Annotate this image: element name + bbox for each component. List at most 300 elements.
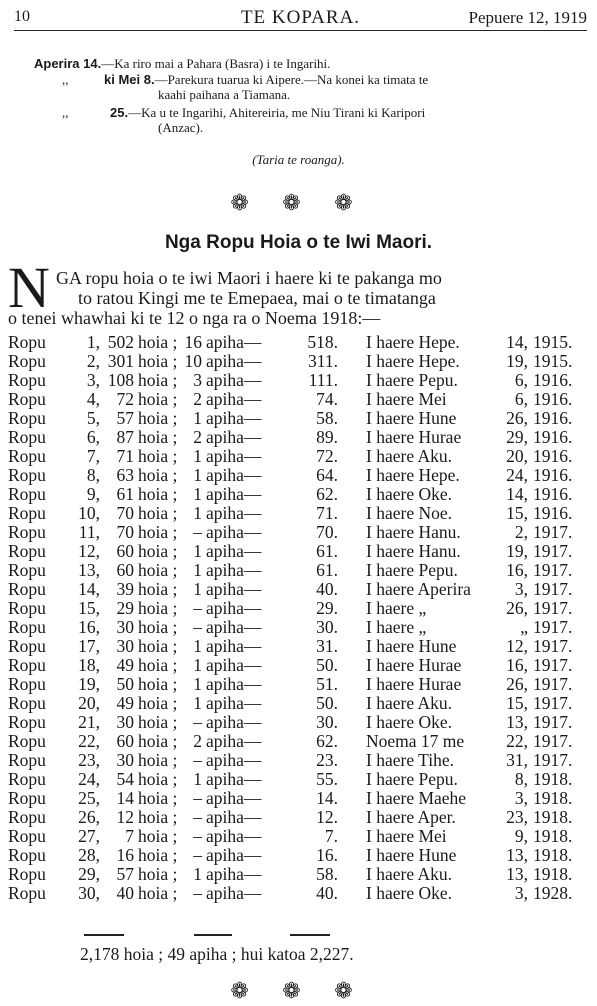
soldier-count: 29 bbox=[116, 598, 134, 618]
departure-day: 13, bbox=[506, 864, 528, 884]
soldier-count: 54 bbox=[116, 769, 134, 789]
battalion-number: 27, bbox=[78, 826, 100, 846]
table-row bbox=[8, 694, 592, 713]
departure-year: 1917. bbox=[533, 693, 573, 713]
soldier-count: 63 bbox=[116, 465, 134, 485]
chronology-date: Aperira 14. bbox=[34, 56, 102, 71]
departure-text: I haere „ bbox=[366, 617, 427, 637]
officer-count: 16 bbox=[184, 332, 202, 352]
soldier-count: 57 bbox=[116, 864, 134, 884]
sum-rule bbox=[194, 934, 232, 936]
table-row bbox=[8, 485, 592, 504]
soldier-word: hoia ; bbox=[138, 617, 178, 637]
soldier-word: hoia ; bbox=[138, 845, 178, 865]
departure-year: 1917. bbox=[533, 560, 573, 580]
departure-text: I haere Hepe. bbox=[366, 465, 460, 485]
departure-text: I haere Hanu. bbox=[366, 522, 461, 542]
soldier-word: hoia ; bbox=[138, 522, 178, 542]
departure-day: 16, bbox=[506, 560, 528, 580]
departure-year: 1916. bbox=[533, 370, 573, 390]
officer-count: 2 bbox=[193, 427, 202, 447]
soldier-word: hoia ; bbox=[138, 446, 178, 466]
soldier-count: 60 bbox=[116, 541, 134, 561]
departure-year: 1917. bbox=[533, 579, 573, 599]
departure-text: I haere Aper. bbox=[366, 807, 456, 827]
departure-year: 1915. bbox=[533, 351, 573, 371]
battalion-number: 29, bbox=[78, 864, 100, 884]
row-total: 12. bbox=[316, 807, 338, 827]
departure-year: 1918. bbox=[533, 845, 573, 865]
soldier-count: 40 bbox=[116, 883, 134, 903]
departure-text: I haere Hepe. bbox=[366, 332, 460, 352]
departure-text: I haere Mei bbox=[366, 826, 447, 846]
table-row bbox=[8, 333, 592, 352]
departure-day: 3, bbox=[514, 579, 528, 599]
departure-text: I haere Tihe. bbox=[366, 750, 454, 770]
departure-text: I haere Pepu. bbox=[366, 370, 458, 390]
officer-count: 1 bbox=[193, 560, 202, 580]
departure-year: 1918. bbox=[533, 864, 573, 884]
soldier-count: 301 bbox=[107, 351, 134, 371]
departure-day: 22, bbox=[506, 731, 528, 751]
row-total: 89. bbox=[316, 427, 338, 447]
officer-count: 1 bbox=[193, 674, 202, 694]
departure-day: 26, bbox=[506, 674, 528, 694]
departure-year: 1918. bbox=[533, 788, 573, 808]
ornament-divider: ❁ ❁ ❁ bbox=[230, 190, 367, 215]
departure-day: „ bbox=[520, 617, 528, 637]
soldier-word: hoia ; bbox=[138, 598, 178, 618]
departure-day: 9, bbox=[514, 826, 528, 846]
drop-cap: N bbox=[8, 255, 50, 320]
officer-word: apiha— bbox=[206, 465, 262, 485]
row-label: Ropu bbox=[8, 332, 46, 352]
row-total: 29. bbox=[316, 598, 338, 618]
chronology-text: —Parekura tuarua ki Aipere.—Na konei ka timata te bbox=[154, 72, 429, 87]
battalion-number: 2, bbox=[86, 351, 100, 371]
battalion-number: 6, bbox=[86, 427, 100, 447]
officer-count: – bbox=[193, 845, 202, 865]
row-total: 74. bbox=[316, 389, 338, 409]
soldier-word: hoia ; bbox=[138, 332, 178, 352]
officer-word: apiha— bbox=[206, 370, 262, 390]
row-label: Ropu bbox=[8, 503, 46, 523]
departure-text: I haere Noe. bbox=[366, 503, 452, 523]
table-row bbox=[8, 884, 592, 903]
officer-count: – bbox=[193, 750, 202, 770]
battalion-number: 13, bbox=[78, 560, 100, 580]
departure-year: 1918. bbox=[533, 769, 573, 789]
row-label: Ropu bbox=[8, 674, 46, 694]
table-row bbox=[8, 580, 592, 599]
departure-text: I haere Aku. bbox=[366, 693, 453, 713]
officer-word: apiha— bbox=[206, 655, 262, 675]
departure-day: 29, bbox=[506, 427, 528, 447]
row-label: Ropu bbox=[8, 389, 46, 409]
battalion-number: 28, bbox=[78, 845, 100, 865]
battalion-number: 16, bbox=[78, 617, 100, 637]
soldier-word: hoia ; bbox=[138, 389, 178, 409]
table-row bbox=[8, 390, 592, 409]
chronology-text: —Ka u te Ingarihi, Ahitereiria, me Niu Tirani ki Karipori bbox=[128, 105, 426, 120]
soldier-word: hoia ; bbox=[138, 712, 178, 732]
row-total: 58. bbox=[316, 864, 338, 884]
officer-word: apiha— bbox=[206, 617, 262, 637]
officer-word: apiha— bbox=[206, 788, 262, 808]
officer-count: 2 bbox=[193, 389, 202, 409]
soldier-count: 71 bbox=[116, 446, 134, 466]
row-label: Ropu bbox=[8, 883, 46, 903]
departure-day: 3, bbox=[514, 883, 528, 903]
row-total: 58. bbox=[316, 408, 338, 428]
officer-word: apiha— bbox=[206, 807, 262, 827]
row-total: 30. bbox=[316, 617, 338, 637]
departure-text: I haere Hurae bbox=[366, 674, 462, 694]
page-header bbox=[14, 8, 587, 31]
row-total: 61. bbox=[316, 541, 338, 561]
row-label: Ropu bbox=[8, 693, 46, 713]
officer-count: 1 bbox=[193, 693, 202, 713]
soldier-word: hoia ; bbox=[138, 788, 178, 808]
departure-day: 20, bbox=[506, 446, 528, 466]
soldier-count: 502 bbox=[107, 332, 134, 352]
officer-word: apiha— bbox=[206, 408, 262, 428]
departure-day: 24, bbox=[506, 465, 528, 485]
battalion-number: 15, bbox=[78, 598, 100, 618]
officer-count: 1 bbox=[193, 408, 202, 428]
battalion-number: 24, bbox=[78, 769, 100, 789]
table-row bbox=[8, 770, 592, 789]
departure-text: I haere Hepe. bbox=[366, 351, 460, 371]
departure-day: 15, bbox=[506, 503, 528, 523]
row-total: 62. bbox=[316, 484, 338, 504]
row-total: 14. bbox=[316, 788, 338, 808]
row-total: 518. bbox=[307, 332, 338, 352]
departure-year: 1916. bbox=[533, 484, 573, 504]
departure-year: 1917. bbox=[533, 674, 573, 694]
soldier-word: hoia ; bbox=[138, 484, 178, 504]
row-label: Ropu bbox=[8, 807, 46, 827]
table-row bbox=[8, 352, 592, 371]
soldier-count: 60 bbox=[116, 560, 134, 580]
soldier-count: 7 bbox=[125, 826, 134, 846]
row-label: Ropu bbox=[8, 370, 46, 390]
row-label: Ropu bbox=[8, 579, 46, 599]
row-total: 311. bbox=[308, 351, 338, 371]
row-total: 40. bbox=[316, 883, 338, 903]
officer-count: 1 bbox=[193, 503, 202, 523]
officer-count: – bbox=[193, 788, 202, 808]
departure-text: I haere Aku. bbox=[366, 446, 453, 466]
soldier-count: 70 bbox=[116, 503, 134, 523]
departure-year: 1917. bbox=[533, 598, 573, 618]
battalion-number: 11, bbox=[78, 522, 100, 542]
soldier-count: 61 bbox=[116, 484, 134, 504]
table-row bbox=[8, 447, 592, 466]
officer-word: apiha— bbox=[206, 503, 262, 523]
departure-day: 26, bbox=[506, 408, 528, 428]
departure-text: I haere Maehe bbox=[366, 788, 467, 808]
battalion-number: 22, bbox=[78, 731, 100, 751]
departure-year: 1917. bbox=[533, 655, 573, 675]
table-row bbox=[8, 409, 592, 428]
row-label: Ropu bbox=[8, 731, 46, 751]
soldier-word: hoia ; bbox=[138, 864, 178, 884]
article-heading: Nga Ropu Hoia o te Iwi Maori. bbox=[164, 232, 433, 253]
issue-date: Pepuere 12, 1919 bbox=[468, 8, 587, 27]
officer-count: – bbox=[193, 807, 202, 827]
row-total: 16. bbox=[316, 845, 338, 865]
officer-count: 1 bbox=[193, 769, 202, 789]
departure-year: 1916. bbox=[533, 427, 573, 447]
row-label: Ropu bbox=[8, 826, 46, 846]
row-total: 55. bbox=[316, 769, 338, 789]
soldier-count: 57 bbox=[116, 408, 134, 428]
officer-count: 1 bbox=[193, 655, 202, 675]
chronology-date: ki Mei 8. bbox=[104, 72, 155, 87]
table-row bbox=[8, 466, 592, 485]
departure-day: 3, bbox=[514, 788, 528, 808]
continued-note: (Taria te roanga). bbox=[252, 152, 345, 167]
row-label: Ropu bbox=[8, 636, 46, 656]
soldier-count: 14 bbox=[116, 788, 134, 808]
officer-word: apiha— bbox=[206, 674, 262, 694]
officer-word: apiha— bbox=[206, 389, 262, 409]
battalion-number: 23, bbox=[78, 750, 100, 770]
row-label: Ropu bbox=[8, 598, 46, 618]
departure-text: I haere Hanu. bbox=[366, 541, 461, 561]
departure-year: 1917. bbox=[533, 750, 573, 770]
periodical-title: TE KOPARA. bbox=[240, 7, 361, 28]
chronology-entry bbox=[34, 56, 594, 71]
officer-count: 1 bbox=[193, 636, 202, 656]
soldier-count: 12 bbox=[116, 807, 134, 827]
officer-word: apiha— bbox=[206, 427, 262, 447]
departure-year: 1916. bbox=[533, 446, 573, 466]
row-label: Ropu bbox=[8, 845, 46, 865]
row-total: 50. bbox=[316, 655, 338, 675]
departure-year: 1928. bbox=[533, 883, 573, 903]
soldier-count: 30 bbox=[116, 712, 134, 732]
soldier-word: hoia ; bbox=[138, 636, 178, 656]
battalion-number: 17, bbox=[78, 636, 100, 656]
row-total: 64. bbox=[316, 465, 338, 485]
row-label: Ropu bbox=[8, 750, 46, 770]
table-row bbox=[8, 827, 592, 846]
table-row bbox=[8, 561, 592, 580]
table-row bbox=[8, 789, 592, 808]
officer-word: apiha— bbox=[206, 750, 262, 770]
soldier-word: hoia ; bbox=[138, 750, 178, 770]
row-label: Ropu bbox=[8, 484, 46, 504]
battalion-number: 14, bbox=[78, 579, 100, 599]
row-label: Ropu bbox=[8, 864, 46, 884]
departure-text: I haere Mei bbox=[366, 389, 447, 409]
row-label: Ropu bbox=[8, 788, 46, 808]
row-label: Ropu bbox=[8, 522, 46, 542]
departure-day: 2, bbox=[514, 522, 528, 542]
battalion-number: 30, bbox=[78, 883, 100, 903]
row-label: Ropu bbox=[8, 541, 46, 561]
officer-word: apiha— bbox=[206, 560, 262, 580]
table-row bbox=[8, 865, 592, 884]
battalion-number: 5, bbox=[86, 408, 100, 428]
officer-word: apiha— bbox=[206, 864, 262, 884]
soldier-count: 60 bbox=[116, 731, 134, 751]
departure-text: I haere Hurae bbox=[366, 655, 462, 675]
officer-word: apiha— bbox=[206, 522, 262, 542]
row-label: Ropu bbox=[8, 465, 46, 485]
chronology-text: —Ka riro mai a Pahara (Basra) i te Ingarihi. bbox=[101, 56, 331, 71]
row-label: Ropu bbox=[8, 712, 46, 732]
soldier-count: 49 bbox=[116, 693, 134, 713]
row-total: 61. bbox=[316, 560, 338, 580]
soldier-word: hoia ; bbox=[138, 826, 178, 846]
officer-count: – bbox=[193, 522, 202, 542]
officer-word: apiha— bbox=[206, 731, 262, 751]
row-total: 31. bbox=[316, 636, 338, 656]
departure-day: 14, bbox=[506, 332, 528, 352]
departure-day: 19, bbox=[506, 351, 528, 371]
officer-count: 10 bbox=[184, 351, 202, 371]
departure-day: 26, bbox=[506, 598, 528, 618]
table-row bbox=[8, 428, 592, 447]
departure-day: 12, bbox=[506, 636, 528, 656]
sum-rules bbox=[84, 934, 344, 938]
departure-day: 31, bbox=[506, 750, 528, 770]
soldier-word: hoia ; bbox=[138, 427, 178, 447]
soldier-word: hoia ; bbox=[138, 769, 178, 789]
departure-year: 1917. bbox=[533, 712, 573, 732]
departure-text: I haere Oke. bbox=[366, 712, 452, 732]
departure-text: Noema 17 me bbox=[366, 731, 465, 751]
departure-text: I haere Aperira bbox=[366, 579, 471, 599]
row-total: 70. bbox=[316, 522, 338, 542]
departure-text: I haere Oke. bbox=[366, 883, 452, 903]
soldier-count: 49 bbox=[116, 655, 134, 675]
departure-year: 1917. bbox=[533, 731, 573, 751]
departure-year: 1917. bbox=[533, 617, 573, 637]
departure-day: 14, bbox=[506, 484, 528, 504]
officer-count: 1 bbox=[193, 579, 202, 599]
table-row bbox=[8, 618, 592, 637]
row-total: 72. bbox=[316, 446, 338, 466]
departure-year: 1916. bbox=[533, 408, 573, 428]
officer-count: 1 bbox=[193, 484, 202, 504]
table-row bbox=[8, 371, 592, 390]
sum-rule bbox=[290, 934, 330, 936]
battalion-number: 3, bbox=[86, 370, 100, 390]
battalion-number: 21, bbox=[78, 712, 100, 732]
row-label: Ropu bbox=[8, 427, 46, 447]
officer-count: 1 bbox=[193, 541, 202, 561]
departure-day: 13, bbox=[506, 712, 528, 732]
row-total: 111. bbox=[308, 370, 338, 390]
table-row bbox=[8, 637, 592, 656]
soldier-count: 39 bbox=[116, 579, 134, 599]
departure-year: 1918. bbox=[533, 807, 573, 827]
departure-text: I haere Hune bbox=[366, 408, 457, 428]
officer-word: apiha— bbox=[206, 332, 262, 352]
battalion-number: 4, bbox=[86, 389, 100, 409]
officer-count: – bbox=[193, 598, 202, 618]
officer-count: 3 bbox=[193, 370, 202, 390]
battalion-number: 12, bbox=[78, 541, 100, 561]
soldier-word: hoia ; bbox=[138, 883, 178, 903]
intro-line: GA ropu hoia o te iwi Maori i haere ki te pakanga mo bbox=[56, 268, 442, 288]
table-row bbox=[8, 656, 592, 675]
officer-count: 2 bbox=[193, 731, 202, 751]
officer-word: apiha— bbox=[206, 883, 262, 903]
departure-year: 1917. bbox=[533, 522, 573, 542]
table-row bbox=[8, 732, 592, 751]
departure-text: I haere Pepu. bbox=[366, 560, 458, 580]
officer-count: 1 bbox=[193, 446, 202, 466]
row-total: 23. bbox=[316, 750, 338, 770]
battalion-number: 25, bbox=[78, 788, 100, 808]
departure-day: 8, bbox=[514, 769, 528, 789]
ditto-mark: ,, bbox=[62, 72, 69, 87]
row-label: Ropu bbox=[8, 408, 46, 428]
ornament-divider: ❁ ❁ ❁ bbox=[230, 978, 367, 1003]
chronology-date: 25. bbox=[110, 105, 129, 120]
soldier-count: 16 bbox=[116, 845, 134, 865]
battalion-number: 8, bbox=[86, 465, 100, 485]
chronology-text-cont: kaahi paihana a Tiamana. bbox=[158, 87, 291, 102]
officer-word: apiha— bbox=[206, 826, 262, 846]
table-row bbox=[8, 504, 592, 523]
battalion-number: 18, bbox=[78, 655, 100, 675]
departure-year: 1918. bbox=[533, 826, 573, 846]
departure-year: 1916. bbox=[533, 389, 573, 409]
table-row bbox=[8, 808, 592, 827]
battalion-number: 10, bbox=[78, 503, 100, 523]
soldier-word: hoia ; bbox=[138, 503, 178, 523]
row-total: 62. bbox=[316, 731, 338, 751]
battalion-number: 19, bbox=[78, 674, 100, 694]
intro-line: to ratou Kingi me te Emepaea, mai o te timatanga bbox=[78, 288, 436, 308]
row-label: Ropu bbox=[8, 617, 46, 637]
soldier-count: 87 bbox=[116, 427, 134, 447]
ditto-mark: ,, bbox=[62, 105, 69, 120]
soldier-word: hoia ; bbox=[138, 541, 178, 561]
officer-word: apiha— bbox=[206, 845, 262, 865]
departure-day: 15, bbox=[506, 693, 528, 713]
battalion-number: 1, bbox=[86, 332, 100, 352]
row-label: Ropu bbox=[8, 655, 46, 675]
departure-day: 6, bbox=[514, 370, 528, 390]
officer-word: apiha— bbox=[206, 636, 262, 656]
soldier-word: hoia ; bbox=[138, 351, 178, 371]
soldier-count: 30 bbox=[116, 636, 134, 656]
soldier-count: 30 bbox=[116, 617, 134, 637]
departure-year: 1917. bbox=[533, 636, 573, 656]
row-total: 7. bbox=[324, 826, 338, 846]
departure-text: I haere Pepu. bbox=[366, 769, 458, 789]
soldier-word: hoia ; bbox=[138, 807, 178, 827]
table-row bbox=[8, 846, 592, 865]
row-label: Ropu bbox=[8, 560, 46, 580]
soldier-count: 70 bbox=[116, 522, 134, 542]
table-row bbox=[8, 542, 592, 561]
officer-word: apiha— bbox=[206, 446, 262, 466]
row-total: 71. bbox=[316, 503, 338, 523]
officer-count: – bbox=[193, 883, 202, 903]
chronology-text-cont: (Anzac). bbox=[158, 120, 204, 135]
battalion-number: 9, bbox=[86, 484, 100, 504]
departure-year: 1915. bbox=[533, 332, 573, 352]
departure-text: I haere Hune bbox=[366, 636, 457, 656]
